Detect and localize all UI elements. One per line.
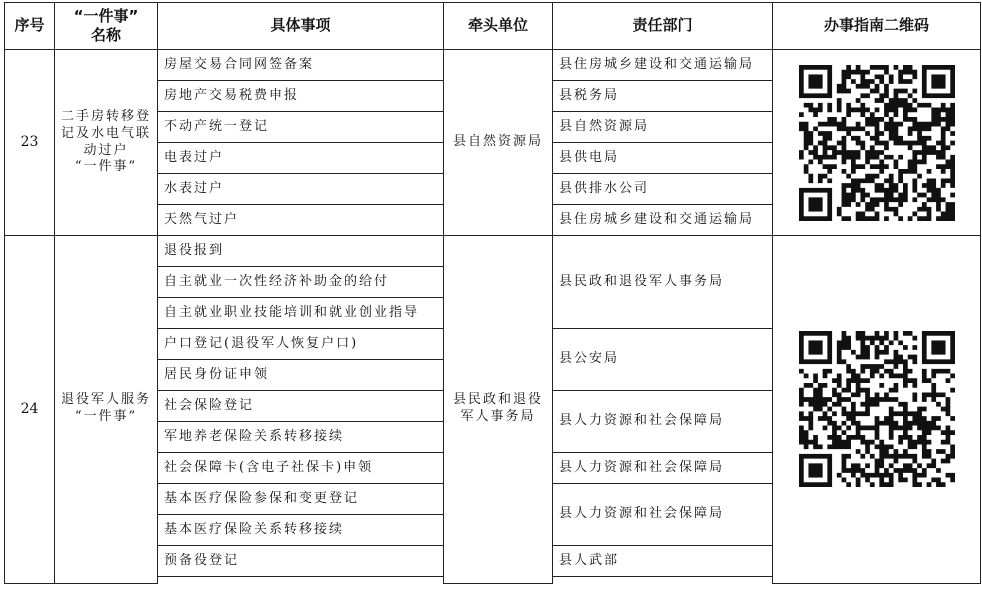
qr-finder-inner [808, 464, 822, 478]
dept-cell: 县住房城乡建设和交通运输局 [553, 50, 773, 81]
item-cell: 社会保险登记 [158, 391, 444, 422]
item-cell: 自主就业职业技能培训和就业创业指导 [158, 298, 444, 329]
lead-unit-line: 县民政和退役 [452, 392, 543, 408]
item-cell: 退役报到 [158, 236, 444, 267]
row-index: 23 [5, 50, 55, 236]
row-name [55, 236, 158, 584]
item-cell: 房地产交易税费申报 [158, 81, 444, 112]
dept-cell: 县人武部 [553, 546, 773, 577]
item-cell: 户口登记(退役军人恢复户口) [158, 329, 444, 360]
row-index: 24 [5, 236, 55, 584]
row-name-line: 二手房转移登 [60, 108, 151, 124]
header-lead-unit: 牵头单位 [444, 3, 553, 50]
lead-unit-cell: 县自然资源局 [444, 50, 553, 236]
item-cell: 不动产统一登记 [158, 112, 444, 143]
table-row [5, 50, 981, 81]
dept-cell: 县税务局 [553, 81, 773, 112]
dept-cell: 县民政和退役军人事务局 [553, 236, 773, 329]
item-cell: 预备役登记 [158, 546, 444, 577]
item-cell: 自主就业一次性经济补助金的给付 [158, 267, 444, 298]
continuation-cell [158, 577, 444, 584]
dept-cell: 县供排水公司 [553, 174, 773, 205]
item-cell: 居民身份证申领 [158, 360, 444, 391]
row-name-line: 动过户 [83, 142, 129, 158]
item-cell: 天然气过户 [158, 205, 444, 236]
item-cell: 基本医疗保险关系转移接续 [158, 515, 444, 546]
dept-cell: 县人力资源和社会保障局 [553, 391, 773, 453]
qr-finder-inner [931, 341, 945, 355]
dept-cell: 县住房城乡建设和交通运输局 [553, 205, 773, 236]
qr-code-icon[interactable] [799, 65, 955, 221]
header-name [55, 3, 158, 50]
dept-cell: 县公安局 [553, 329, 773, 391]
item-cell: 水表过户 [158, 174, 444, 205]
row-name-line: “一件事” [74, 409, 138, 425]
qr-cell [773, 50, 981, 236]
row-name-line: “一件事” [74, 159, 138, 175]
item-cell: 军地养老保险关系转移接续 [158, 422, 444, 453]
table-row [5, 236, 981, 267]
item-cell: 房屋交易合同网签备案 [158, 50, 444, 81]
header-name-line1: “一件事” [73, 6, 139, 25]
continuation-cell [553, 577, 773, 584]
dept-cell: 县自然资源局 [553, 112, 773, 143]
row-name-line: 记及水电气联 [60, 125, 151, 141]
qr-code-icon[interactable] [799, 331, 955, 487]
row-name-line: 退役军人服务 [60, 392, 151, 408]
item-cell: 电表过户 [158, 143, 444, 174]
header-dept: 责任部门 [553, 3, 773, 50]
lead-unit-cell [444, 236, 553, 584]
qr-cell [773, 236, 981, 584]
header-item: 具体事项 [158, 3, 444, 50]
dept-cell: 县人力资源和社会保障局 [553, 484, 773, 546]
row-name [55, 50, 158, 236]
guide-table [4, 2, 981, 584]
header-row [5, 3, 981, 50]
guide-table-container [4, 2, 981, 584]
item-cell: 基本医疗保险参保和变更登记 [158, 484, 444, 515]
qr-finder-inner [808, 197, 822, 211]
dept-cell: 县人力资源和社会保障局 [553, 453, 773, 484]
lead-unit-line: 军人事务局 [460, 409, 536, 425]
header-name-line2: 名称 [90, 26, 121, 44]
item-cell: 社会保障卡(含电子社保卡)申领 [158, 453, 444, 484]
dept-cell: 县供电局 [553, 143, 773, 174]
header-index: 序号 [5, 3, 55, 50]
header-qr: 办事指南二维码 [773, 3, 981, 50]
qr-finder-inner [931, 74, 945, 88]
qr-finder-inner [808, 74, 822, 88]
qr-finder-inner [808, 341, 822, 355]
